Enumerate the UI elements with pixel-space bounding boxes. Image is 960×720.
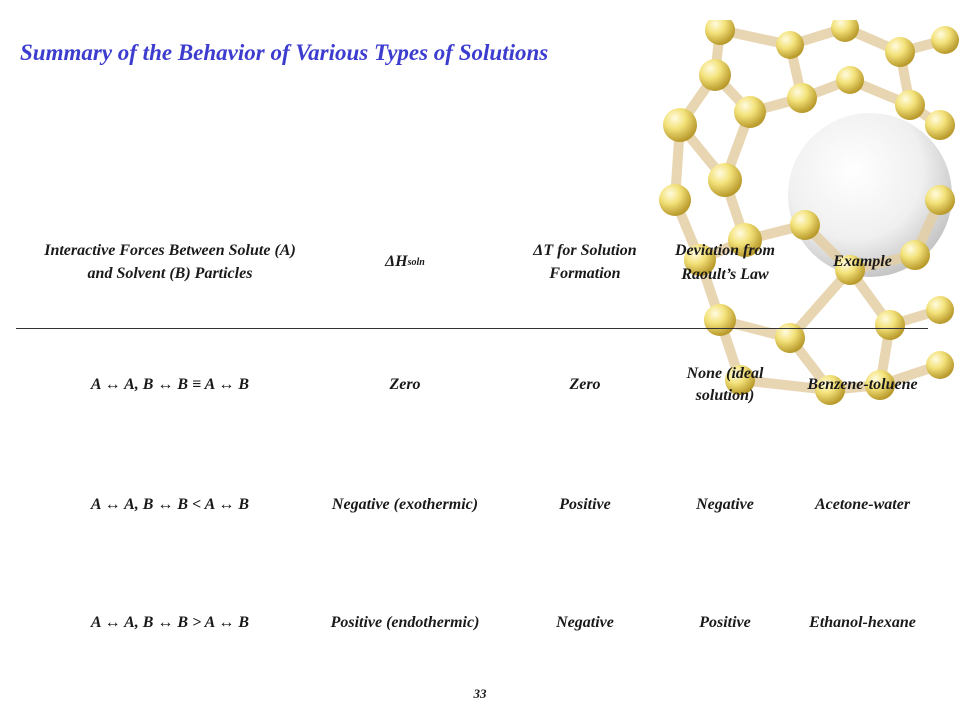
row-1-delta-h: Zero (389, 375, 421, 393)
delta-h-subscript: soln (407, 256, 425, 268)
row-1-deviation: None (ideal solution) (686, 364, 764, 404)
header-example: Example (833, 253, 892, 271)
page-number: 33 (473, 686, 487, 701)
row-3-example: Ethanol-hexane (809, 613, 916, 631)
row-2-delta-h: Negative (exothermic) (331, 495, 479, 513)
row-2-delta-t: Positive (559, 495, 611, 513)
row-3-forces: A ↔ A, B ↔ B > A ↔ B (90, 613, 250, 631)
header-interactive-forces: Interactive Forces Between Solute (A) and Solvent (B) Particles (44, 242, 296, 282)
row-1-forces: A ↔ A, B ↔ B ≡ A ↔ B (90, 375, 250, 393)
row-1-example: Benzene-toluene (807, 375, 918, 393)
delta-h-symbol: ΔH (385, 253, 408, 271)
row-2-forces: A ↔ A, B ↔ B < A ↔ B (90, 495, 250, 513)
row-1-delta-t: Zero (569, 375, 601, 393)
header-delta-h-soln (330, 205, 480, 320)
row-3-delta-t: Negative (556, 613, 614, 631)
page-title: Summary of the Behavior of Various Types of Solutions (20, 40, 549, 65)
row-3-delta-h: Positive (endothermic) (330, 613, 480, 631)
header-divider (16, 328, 928, 329)
header-raoult-deviation: Deviation from Raoult’s Law (675, 241, 775, 283)
header-delta-t: ΔT for Solution Formation (533, 242, 637, 282)
row-2-deviation: Negative (696, 495, 754, 513)
row-2-example: Acetone-water (814, 495, 911, 513)
row-3-deviation: Positive (699, 613, 751, 631)
